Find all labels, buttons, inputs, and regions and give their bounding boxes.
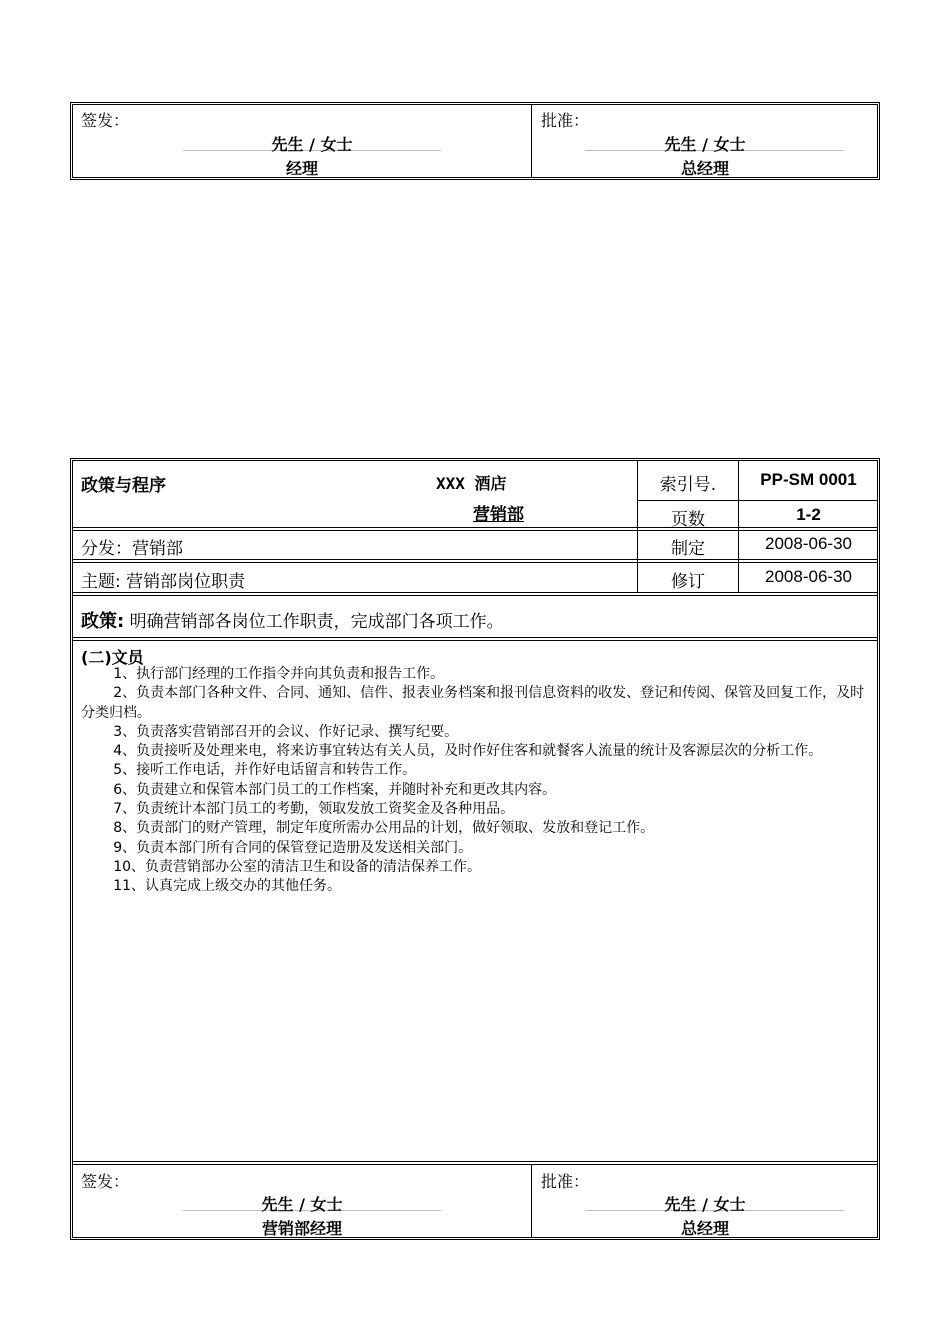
policy-row-line-a <box>72 637 878 638</box>
top-left-signatory-title: 经理 <box>285 159 318 178</box>
list-item: 9、负责本部门所有合同的保管登记造册及发送相关部门。 <box>113 839 473 856</box>
bottom-approved-by-label: 批准： <box>541 1172 590 1191</box>
page-count-label: 页数 <box>671 510 705 530</box>
header-row-line-2b <box>72 530 878 531</box>
section-title: (二)文员 <box>81 648 144 667</box>
bottom-left-signatory-title: 营销部经理 <box>261 1219 342 1238</box>
revised-date: 2008-06-30 <box>765 567 852 586</box>
header-row-line-4b <box>72 595 878 596</box>
top-signature-divider <box>531 104 532 178</box>
established-date: 2008-06-30 <box>765 534 852 553</box>
header-row-line-1 <box>637 500 877 501</box>
list-item: 5、接听工作电话，并作好电话留言和转告工作。 <box>113 762 417 779</box>
list-item: 8、负责部门的财产管理，制定年度所需办公用品的计划，做好领取、发放和登记工作。 <box>113 820 655 837</box>
index-number-value: PP-SM 0001 <box>760 470 857 489</box>
page-count-value: 1-2 <box>796 505 821 524</box>
header-row-line-3b <box>72 562 878 563</box>
policy-row-line-b <box>72 640 878 641</box>
bottom-right-signatory-title: 总经理 <box>680 1219 729 1238</box>
policy-procedure-title: 政策与程序 <box>81 476 166 496</box>
list-item: 10、负责营销部办公室的清洁卫生和设备的清洁保养工作。 <box>113 858 482 875</box>
list-item: 3、负责落实营销部召开的会议、作好记录、撰写纪要。 <box>113 723 459 740</box>
index-number-label: 索引号. <box>659 475 717 495</box>
top-approved-by-label: 批准： <box>541 111 590 130</box>
subject-text: 主题: 营销部岗位职责 <box>81 572 246 592</box>
bottom-left-signatory-name: 先生 / 女士 <box>261 1195 343 1214</box>
policy-text: 明确营销部各岗位工作职责，完成部门各项工作。 <box>124 612 504 632</box>
policy-statement <box>81 607 504 633</box>
header-row-line-2a <box>72 527 878 528</box>
duties-list <box>81 665 865 897</box>
distribution-text: 分发：营销部 <box>81 539 183 559</box>
hotel-name: XXX 酒店 <box>436 474 507 493</box>
established-label: 制定 <box>671 539 705 559</box>
list-item: 11、认真完成上级交办的其他任务。 <box>113 878 342 895</box>
list-item: 2、负责本部门各种文件、合同、通知、信件、报表业务档案和报刊信息资料的收发、登记和传阅、保管及回复工作，及时分类归档。 <box>81 685 865 721</box>
department-name: 营销部 <box>473 505 524 525</box>
list-item: 4、负责接听及处理来电，将来访事宜转达有关人员，及时作好住客和就餐客人流量的统计及客源层次的分析工作。 <box>113 743 823 760</box>
header-row-line-4a <box>72 592 878 593</box>
list-item: 7、负责统计本部门员工的考勤，领取发放工资奖金及各种用品。 <box>113 801 515 818</box>
list-item: 1、执行部门经理的工作指令并向其负责和报告工作。 <box>113 666 445 682</box>
top-left-signatory-name: 先生 / 女士 <box>271 135 353 154</box>
policy-label: 政策: <box>81 611 125 632</box>
bottom-signature-divider <box>531 1164 532 1238</box>
top-right-signatory-title: 总经理 <box>680 159 729 178</box>
bottom-issued-by-label: 签发： <box>81 1172 130 1191</box>
top-issued-by-label: 签发： <box>81 111 130 130</box>
revised-label: 修订 <box>671 572 705 592</box>
bottom-right-signatory-name: 先生 / 女士 <box>664 1195 746 1214</box>
header-row-line-3a <box>72 559 878 560</box>
top-right-signatory-name: 先生 / 女士 <box>664 135 746 154</box>
bottom-signature-line-b <box>72 1164 878 1165</box>
bottom-signature-line-a <box>72 1161 878 1162</box>
list-item: 6、负责建立和保管本部门员工的工作档案，并随时补充和更改其内容。 <box>113 781 557 798</box>
